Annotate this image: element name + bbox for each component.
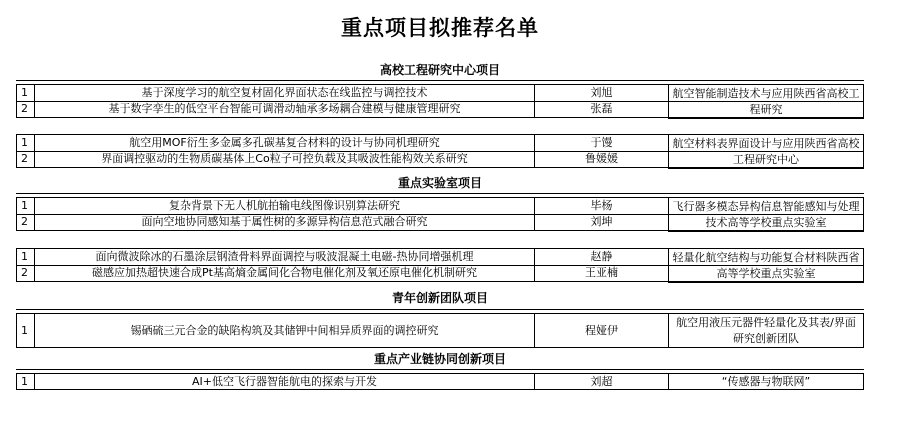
- row-number: 2: [16, 214, 34, 230]
- host-unit: 航空用液压元器件轻量化及其表/界面研究创新团队: [668, 313, 864, 348]
- row-number: 2: [16, 101, 34, 117]
- row-number: 1: [16, 374, 34, 389]
- project-name: 锡硒硫三元合金的缺陷构筑及其储钾中间相异质界面的调控研究: [34, 314, 534, 347]
- project-group: [16, 248, 864, 282]
- section-divider: [16, 80, 864, 81]
- section-divider: [16, 369, 864, 370]
- project-leader: 毕杨: [534, 198, 668, 214]
- project-name: 基于数字孪生的低空平台智能可调滑动轴承多场耦合建模与健康管理研究: [34, 101, 534, 117]
- project-group: [16, 313, 864, 347]
- project-leader: 于馒: [534, 135, 668, 151]
- project-leader: 刘超: [534, 374, 668, 389]
- project-name: 面向空地协同感知基于属性树的多源异构信息范式融合研究: [34, 214, 534, 230]
- project-group: [16, 134, 864, 168]
- project-leader: 刘坤: [534, 214, 668, 230]
- project-group: [16, 197, 864, 231]
- project-leader: 王亚楠: [534, 265, 668, 281]
- row-number: 2: [16, 265, 34, 281]
- row-number: 1: [16, 314, 34, 347]
- page-title: 重点项目拟推荐名单: [341, 15, 539, 40]
- project-group: [16, 373, 864, 389]
- host-unit: 航空智能制造技术与应用陕西省高校工程研究: [668, 84, 864, 119]
- project-leader: 程娅伊: [534, 314, 668, 347]
- project-name: 航空用MOF衍生多金属多孔碳基复合材料的设计与协同机理研究: [34, 135, 534, 151]
- row-number: 1: [16, 249, 34, 265]
- project-name: 界面调控驱动的生物质碳基体上Co粒子可控负载及其吸波性能构效关系研究: [34, 151, 534, 167]
- section-heading-industry-chain: 重点产业链协同创新项目: [373, 352, 506, 366]
- section-heading-key-lab: 重点实验室项目: [397, 176, 482, 190]
- host-unit: 飞行器多模态异构信息智能感知与处理技术高等学校重点实验室: [668, 197, 864, 232]
- project-leader: 张磊: [534, 101, 668, 117]
- project-leader: 刘旭: [534, 85, 668, 101]
- section-divider: [16, 193, 864, 194]
- host-unit: 航空材料表界面设计与应用陕西省高校工程研究中心: [668, 134, 864, 169]
- section-heading-youth-team: 青年创新团队项目: [391, 291, 488, 305]
- row-number: 1: [16, 85, 34, 101]
- project-name: 基于深度学习的航空复材固化界面状态在线监控与调控技术: [34, 85, 534, 101]
- project-name: 面向微波除冰的石墨涂层钢渣骨料界面调控与吸波混凝土电磁-热协同增强机理: [34, 249, 534, 265]
- row-number: 1: [16, 135, 34, 151]
- project-leader: 鲁媛媛: [534, 151, 668, 167]
- host-unit: 轻量化航空结构与功能复合材料陕西省高等学校重点实验室: [668, 248, 864, 283]
- section-divider: [16, 309, 864, 310]
- host-unit: “传感器与物联网”: [668, 373, 864, 390]
- project-leader: 赵静: [534, 249, 668, 265]
- row-number: 1: [16, 198, 34, 214]
- row-number: 2: [16, 151, 34, 167]
- project-name: 复杂背景下无人机航拍输电线图像识别算法研究: [34, 198, 534, 214]
- section-heading-engineering-center: 高校工程研究中心项目: [379, 63, 500, 77]
- project-name: AI+低空飞行器智能航电的探索与开发: [34, 374, 534, 389]
- project-name: 磁感应加热超快速合成Pt基高熵金属间化合物电催化剂及氧还原电催化机制研究: [34, 265, 534, 281]
- project-group: [16, 84, 864, 118]
